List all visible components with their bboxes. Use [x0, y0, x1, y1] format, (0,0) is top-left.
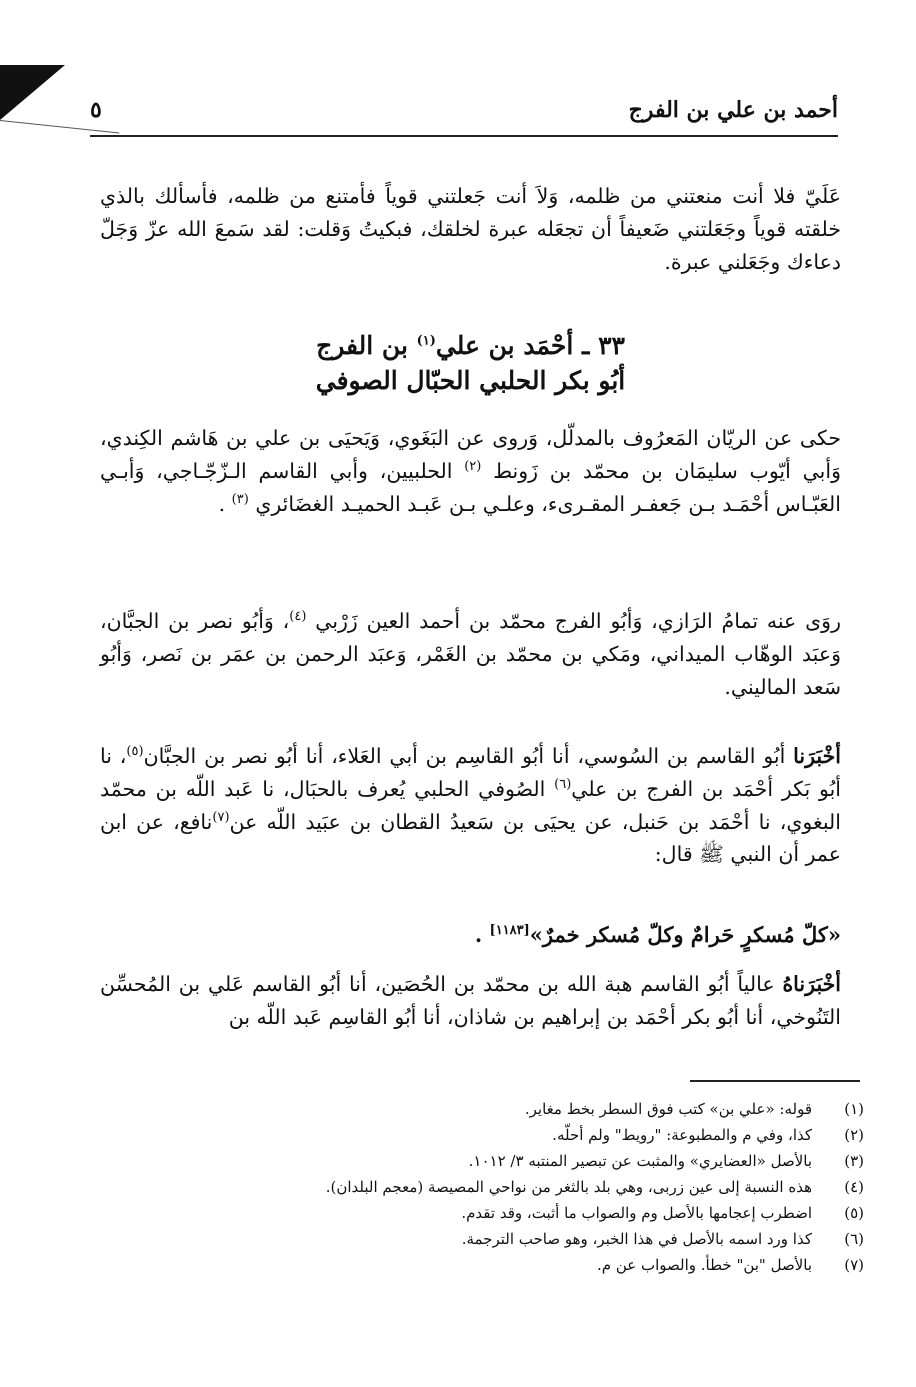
haka-text: حكى عن الريّان المَعرُوف بالمدلّل، وَروى عن البَغَوي، وَيَحيَى بن علي بن هَاشم الكِندي، وَأبي أيّوب سليمَان بن محمّد بن زَونط — [100, 426, 841, 483]
isnad-text-3: الصُوفي الحلبي يُعرف بالحبَال، نا عَبد اللّه بن محمّد البغوي، نا أحْمَد بن حَنبل، عن يحيَى بن سَعيدُ القطان بن عبَيد اللّه عن — [100, 776, 841, 834]
footnote-text: هذه النسبة إلى عين زربى، وهي بلد بالثغر من نواحي المصيصة (معجم البلدان). — [325, 1177, 812, 1196]
footnote-item — [94, 1097, 864, 1123]
isnad-text-4: نافع، عن ابن عمر أن النبي ﷺ قال: — [100, 809, 841, 867]
page-header — [90, 95, 838, 137]
footnote-text: كذا، وفي م والمطبوعة: "رويط" ولم أحلّه. — [552, 1125, 812, 1144]
footnote-text: بالأصل «العضايري» والمثبت عن تبصير المنتبه ٣/ ١٠١٢. — [468, 1151, 812, 1170]
isnad-paragraph-2 — [100, 968, 841, 1034]
footnote-number: (٦) — [844, 1229, 864, 1248]
footnote-ref-6: (٦) — [554, 776, 572, 792]
footnote-number: (٢) — [844, 1125, 864, 1144]
hadith-end: . — [474, 922, 483, 947]
haka-text-2: الحلبيين، وأبي القاسم الـزّجّـاجي، وَأبـي العَبّـاس أحْمَـد بـن جَعفـر المقـرىء، وعلـي بـن عَبـد الحميـد الغضَائري — [100, 458, 841, 516]
hadith-quote: «كلّ مُسكرٍ حَرامٌ وكلّ مُسكر خمرٌ» — [529, 922, 841, 947]
footnote-number: (٧) — [844, 1255, 864, 1274]
running-title: أحمد بن علي بن الفرج — [628, 97, 838, 123]
footnote-number: (٣) — [844, 1151, 864, 1170]
entry-kunya: أبُو بكر الحلبي الحبّال الصوفي — [315, 366, 626, 395]
footnote-item — [94, 1227, 864, 1253]
footnote-item — [94, 1149, 864, 1175]
akhbaranahu-keyword: أخْبَرَناهُ — [782, 972, 841, 996]
entry-name-part1: أحْمَد بن علي — [435, 331, 574, 360]
page-number: ٥ — [90, 97, 102, 123]
scan-corner-shadow — [0, 65, 65, 120]
haka-end: . — [218, 491, 226, 516]
footnote-separator — [690, 1080, 860, 1082]
footnote-item — [94, 1123, 864, 1149]
rawa-text-2: ، وَأبُو نصر بن الجبَّان، وَعبَد الوهّاب الميداني، ومَكي بن محمّد بن الغَمْر، وَعبَد الرحمن بن عمَر بن نَصر، وَأبُو سَعد الماليني. — [100, 609, 841, 699]
footnote-ref-4: (٤) — [289, 609, 307, 625]
footnote-text: بالأصل "بن" خطأ. والصواب عن م. — [597, 1255, 812, 1274]
entry-heading — [100, 328, 841, 398]
isnad-text-1: أبُو القاسم بن السُوسي، أنا أبُو القاسِم بن أبي العَلاء، أنا أبُو نصر بن الجبَّان — [143, 744, 786, 768]
footnote-text: قوله: «علي بن» كتب فوق السطر بخط مغاير. — [524, 1100, 812, 1118]
akhbarana-keyword: أخْبَرَنا — [793, 744, 841, 768]
footnote-ref-1: (١) — [416, 333, 436, 349]
footnote-item — [94, 1175, 864, 1201]
intro-paragraph: عَلَيّ فلا أنت منعتني من ظلمه، وَلاَ أنت جَعلتني قوياً فأمتنع من ظلمه، فأسألك بالذي خلقته قوياً وجَعَلتني ضَعيفاً أن تجعَله عبرة لخلقك، فبكيتُ وَقلت: لقد سَمعَ الله عزّ وَجَلّ دعاءك وجَعَلني عبرة. — [100, 184, 841, 274]
entry-name-part2: بن الفرج — [316, 331, 408, 360]
entry-number: ٣٣ ـ — [582, 331, 625, 360]
footnote-number: (٥) — [844, 1203, 864, 1222]
hadith-text — [100, 918, 841, 952]
footnotes-list — [94, 1097, 864, 1279]
footnote-ref-5: (٥) — [126, 744, 144, 760]
isnad2-text: عالياً أبُو القاسم هبة الله بن محمّد بن الحُصَين، أنا أبُو القاسم عَلي بن المُحسِّن التَنُوخي، أنا أبُو بكر أحْمَد بن إبراهيم بن شاذان، أنا أبُو القاسِم عَبد اللّه بن — [100, 972, 841, 1029]
narrated-from-paragraph — [100, 422, 841, 520]
isnad-text-2: ، نا أبُو بَكر أحْمَد بن الفرج بن علي — [100, 744, 841, 801]
rawa-text: روَى عنه تمامُ الرَازي، وَأبُو الفرج محمّد بن أحمد العين زَرْبي — [315, 609, 841, 633]
hadith-ref: [١١٨٣] — [489, 923, 530, 938]
footnote-text: كذا ورد اسمه بالأصل في هذا الخبر، وهو صاحب الترجمة. — [461, 1229, 812, 1248]
footnote-item — [94, 1201, 864, 1227]
narrators-paragraph — [100, 605, 841, 703]
footnote-ref-2: (٢) — [464, 458, 482, 474]
footnote-number: (١) — [844, 1100, 864, 1118]
isnad-paragraph-1 — [100, 740, 841, 871]
footnote-ref-3: (٣) — [231, 491, 249, 507]
footnote-item — [94, 1253, 864, 1279]
entry-name-line — [100, 328, 841, 363]
footnote-ref-7: (٧) — [212, 809, 230, 825]
footnote-number: (٤) — [844, 1177, 864, 1196]
footnote-text: اضطرب إعجامها بالأصل وم والصواب ما أثبت، وقد تقدم. — [461, 1203, 812, 1222]
